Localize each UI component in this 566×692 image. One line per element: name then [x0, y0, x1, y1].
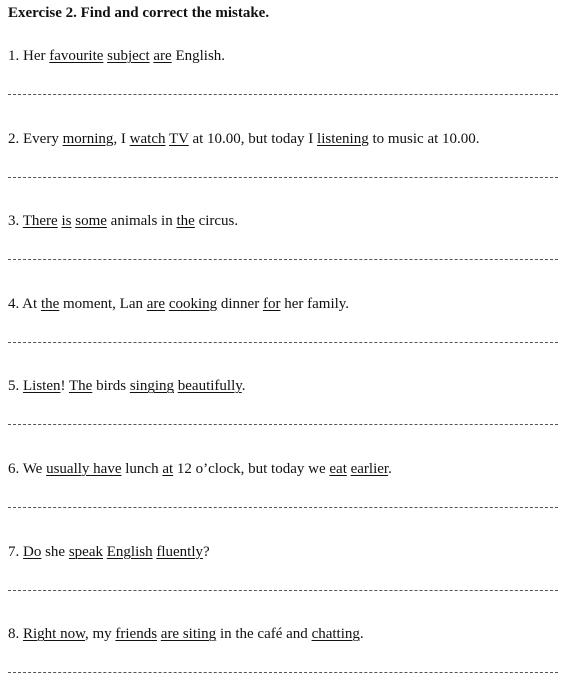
sentence-text: 8.	[8, 626, 23, 643]
exercise-item-3	[8, 212, 558, 230]
underlined-word: is	[61, 213, 72, 230]
answer-line[interactable]	[8, 590, 558, 591]
underlined-word: singing	[129, 378, 174, 395]
underlined-word: Listen	[23, 378, 61, 395]
sentence-text: she	[41, 543, 69, 560]
exercise-sentence	[8, 130, 558, 148]
underlined-word: some	[75, 213, 107, 230]
sentence-text: at 10.00, but today I	[188, 130, 318, 147]
underlined-word: chatting	[311, 626, 360, 643]
sentence-text: her family.	[280, 295, 350, 312]
sentence-text: to music at 10.00.	[368, 130, 480, 147]
underlined-word: the	[40, 295, 60, 312]
underlined-word: Right now	[23, 626, 85, 643]
exercise-item-8	[8, 625, 558, 643]
exercise-sentence	[8, 625, 558, 643]
sentence-text: birds	[92, 378, 130, 395]
sentence-text: lunch	[121, 461, 163, 477]
answer-line[interactable]	[8, 342, 558, 343]
sentence-text: ?	[203, 543, 210, 560]
sentence-text: 2. Every	[8, 130, 63, 147]
sentence-text: 3.	[8, 213, 23, 230]
underlined-word: listening	[317, 130, 369, 147]
sentence-text: 1. Her	[8, 48, 50, 64]
sentence-text: .	[388, 461, 392, 477]
sentence-text: 6. We	[8, 461, 47, 477]
exercise-sentence	[8, 460, 558, 478]
underlined-word: English	[106, 543, 153, 560]
underlined-word: favourite	[49, 48, 104, 64]
underlined-word: are siting	[160, 626, 217, 643]
sentence-text: !	[60, 378, 69, 395]
underlined-word: usually have	[46, 461, 122, 477]
underlined-word: subject	[107, 48, 150, 64]
underlined-word: earlier	[350, 461, 389, 477]
sentence-text: 7.	[8, 543, 23, 560]
exercise-item-5	[8, 377, 558, 395]
underlined-word: cooking	[168, 295, 218, 312]
answer-line[interactable]	[8, 507, 558, 508]
answer-line[interactable]	[8, 259, 558, 260]
sentence-text: circus.	[194, 213, 239, 230]
underlined-word: at	[162, 461, 174, 477]
answer-line[interactable]	[8, 94, 558, 95]
underlined-word: beautifully	[177, 378, 242, 395]
underlined-word: The	[68, 378, 93, 395]
exercise-sentence	[8, 295, 558, 313]
sentence-text: 5.	[8, 378, 23, 395]
exercise-sentence	[8, 543, 558, 561]
answer-line[interactable]	[8, 672, 558, 673]
sentence-text: animals in	[106, 213, 177, 230]
sentence-text: dinner	[217, 295, 263, 312]
sentence-text: , my	[84, 626, 116, 643]
underlined-word: morning	[62, 130, 114, 147]
underlined-word: Do	[23, 543, 42, 560]
underlined-word: speak	[68, 543, 103, 560]
answer-line[interactable]	[8, 177, 558, 178]
sentence-text: in the café and	[216, 626, 312, 643]
sentence-text: moment, Lan	[59, 295, 147, 312]
exercise-sentence	[8, 377, 558, 395]
underlined-word: fluently	[156, 543, 203, 560]
exercise-item-6	[8, 460, 558, 478]
sentence-text: 12 o’clock, but today we	[173, 461, 330, 477]
underlined-word: TV	[168, 130, 189, 147]
answer-line[interactable]	[8, 424, 558, 425]
exercise-item-1	[8, 47, 558, 65]
sentence-text: .	[359, 626, 364, 643]
sentence-text: 4. At	[8, 295, 41, 312]
underlined-word: eat	[329, 461, 347, 477]
exercise-item-2	[8, 130, 558, 148]
exercise-title: Exercise 2. Find and correct the mistake.	[8, 5, 270, 21]
exercise-item-4	[8, 295, 558, 313]
underlined-word: for	[262, 295, 281, 312]
sentence-text: English.	[171, 48, 226, 64]
underlined-word: are	[146, 295, 166, 312]
sentence-text: .	[241, 378, 246, 395]
underlined-word: watch	[129, 130, 166, 147]
exercise-sentence	[8, 212, 558, 230]
exercise-sentence	[8, 47, 558, 65]
exercise-item-7	[8, 543, 558, 561]
underlined-word: There	[22, 213, 58, 230]
underlined-word: are	[153, 48, 172, 64]
sentence-text: , I	[113, 130, 130, 147]
underlined-word: the	[176, 213, 195, 230]
underlined-word: friends	[115, 626, 158, 643]
